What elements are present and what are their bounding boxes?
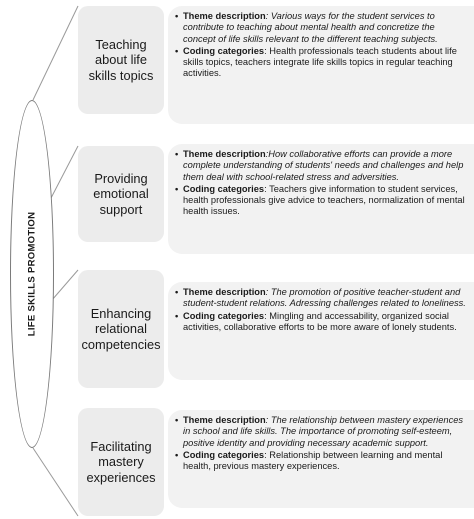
theme-description-box-emotional-support (168, 144, 474, 254)
coding-categories-item (183, 311, 468, 334)
theme-description-text: :How collaborative efforts can provide a more complete understanding of students' needs and challenges and help them deal with school-related stress and adversities. (183, 149, 464, 182)
coding-categories-label: Coding categories (183, 310, 265, 321)
coding-categories-item (183, 46, 468, 80)
coding-categories-label: Coding categories (183, 449, 265, 460)
theme-description-text: : The promotion of positive teacher-student and student-student relations. Adressing challenges related to loneliness. (183, 287, 466, 309)
theme-description-box-relational-competencies (168, 282, 474, 380)
theme-description-text: : Various ways for the student services to contribute to teaching about mental health and concretize the concept of life skills relevant to the different teaching subjects. (183, 11, 438, 44)
theme-description-text: : The relationship between mastery experiences in school and life skills. The importance of promoting self-esteem, positive identity and providing necessary academic support. (183, 415, 464, 448)
theme-box-teaching (78, 6, 164, 114)
theme-box-emotional-support (78, 146, 164, 242)
theme-description-label: Theme description (183, 415, 266, 425)
coding-categories-label: Coding categories (183, 183, 265, 194)
theme-title: Enhancing relational competencies (81, 305, 161, 352)
theme-box-relational-competencies (78, 270, 164, 388)
coding-categories-item (183, 184, 468, 218)
connector-line-3 (52, 270, 78, 300)
coding-categories-text: : Teachers give information to student services, health professionals give advice to teachers, normalization of mental health issues. (183, 183, 465, 217)
connector-line-1 (33, 6, 78, 100)
coding-categories-label: Coding categories (183, 45, 265, 56)
theme-description-label: Theme description (183, 11, 266, 21)
theme-description-item (183, 287, 468, 310)
coding-categories-text: : Mingling and accessability, organized social activities, collaborative efforts to be more aware of lonely students. (183, 310, 457, 332)
theme-title: Teaching about life skills topics (88, 36, 154, 83)
theme-title: Providing emotional support (93, 170, 149, 217)
theme-description-box-teaching (168, 6, 474, 124)
root-label: LIFE SKILLS PROMOTION (26, 211, 38, 337)
theme-description-box-mastery-experiences (168, 410, 474, 508)
theme-description-label: Theme description (183, 287, 266, 297)
connector-line-4 (33, 448, 78, 516)
theme-box-mastery-experiences (78, 408, 164, 516)
coding-categories-item (183, 450, 468, 473)
theme-description-item (183, 415, 468, 449)
coding-categories-text: : Health professionals teach students about life skills topics, teachers integrate life skills topics in regular teaching activities. (183, 45, 457, 79)
coding-categories-text: : Relationship between learning and mental health, previous mastery experiences. (183, 449, 443, 472)
theme-description-label: Theme description (183, 149, 266, 159)
theme-title: Facilitating mastery experiences (86, 438, 156, 485)
theme-description-item (183, 149, 468, 183)
connector-line-2 (50, 146, 78, 200)
theme-description-item (183, 11, 468, 45)
